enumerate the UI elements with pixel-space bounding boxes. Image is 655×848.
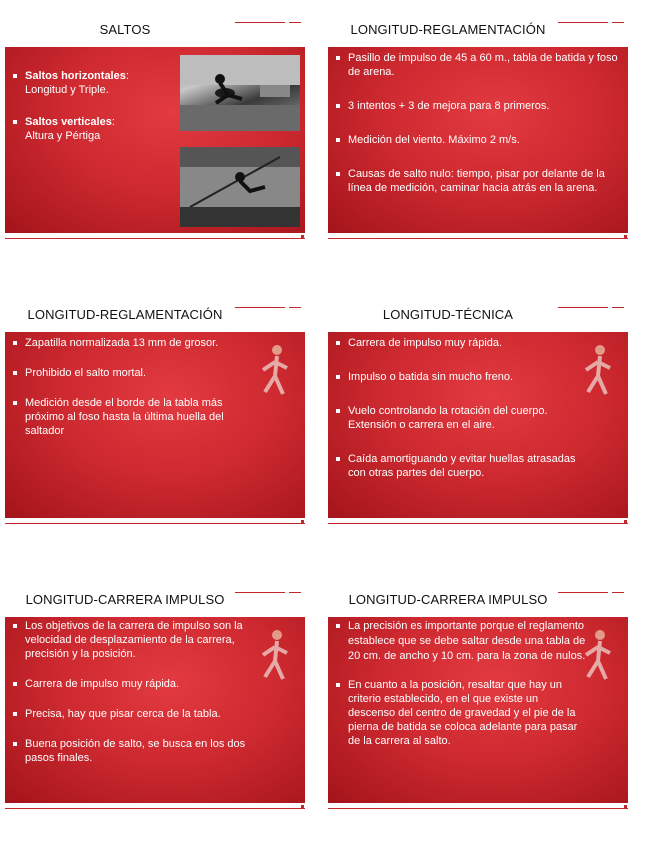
title-decoration	[235, 307, 305, 309]
bullet-item: Los objetivos de la carrera de impulso son la velocidad de desplazamiento de la carrera, precisión y la posición.	[13, 619, 265, 661]
slide-3	[5, 285, 305, 535]
slide-2	[328, 0, 628, 250]
bullet-bold: Saltos horizontales	[25, 70, 126, 82]
bottom-rule	[5, 808, 305, 809]
title-decoration	[235, 22, 305, 24]
slide-4	[328, 285, 628, 535]
bullet-item	[13, 69, 185, 97]
slide-title: LONGITUD-CARRERA IMPULSO	[25, 592, 225, 607]
slide-title: LONGITUD-TÉCNICA	[382, 307, 514, 322]
slide-5	[5, 570, 305, 820]
bullet-item: Vuelo controlando la rotación del cuerpo. Extensión o carrera en el aire.	[336, 404, 588, 432]
bottom-rule	[328, 523, 628, 524]
bullet-item: Causas de salto nulo: tiempo, pisar por delante de la línea de medición, caminar hacia atrás en la arena.	[336, 167, 620, 195]
bullet-bold: Saltos verticales	[25, 116, 112, 128]
bullet-line: Altura y Pértiga	[25, 130, 101, 142]
bullet-item: Medición del viento. Máximo 2 m/s.	[336, 133, 620, 147]
title-decoration	[235, 592, 305, 594]
slide-content	[5, 617, 305, 803]
bottom-marker	[624, 235, 627, 238]
bullet-item: 3 intentos + 3 de mejora para 8 primeros.	[336, 99, 620, 113]
title-decoration	[558, 307, 628, 309]
bullet-item: Carrera de impulso muy rápida.	[336, 336, 588, 350]
bullet-item: En cuanto a la posición, resaltar que hay un criterio establecido, en el que existe un descenso del centro de gravedad y el pie de la pierna de batida se coloca adelante para pasar de la carrera al salto.	[336, 678, 588, 748]
bottom-rule	[5, 523, 305, 524]
slide-content	[5, 47, 305, 233]
bottom-marker	[624, 520, 627, 523]
bullet-item: Buena posición de salto, se busca en los dos pasos finales.	[13, 737, 265, 765]
slide-content	[328, 47, 628, 233]
bullet-item: Prohibido el salto mortal.	[13, 366, 255, 380]
bottom-rule	[328, 238, 628, 239]
slide-title: LONGITUD-CARRERA IMPULSO	[348, 592, 548, 607]
slide-content	[328, 332, 628, 518]
bullet-item: Zapatilla normalizada 13 mm de grosor.	[13, 336, 255, 350]
bullet-item: Pasillo de impulso de 45 a 60 m., tabla de batida y foso de arena.	[336, 51, 620, 79]
slide-content	[328, 617, 628, 803]
bottom-marker	[301, 805, 304, 808]
slide-title: SALTOS	[99, 22, 151, 37]
bottom-marker	[301, 520, 304, 523]
bullet-item: Carrera de impulso muy rápida.	[13, 677, 265, 691]
long-jump-photo	[180, 55, 300, 131]
bullet-item: Precisa, hay que pisar cerca de la tabla.	[13, 707, 265, 721]
pole-vault-photo	[180, 147, 300, 227]
bottom-marker	[301, 235, 304, 238]
slide-1	[5, 0, 305, 250]
slide-content	[5, 332, 305, 518]
title-decoration	[558, 22, 628, 24]
athlete-figure	[255, 342, 295, 412]
bottom-rule	[328, 808, 628, 809]
bullet-item: La precisión es importante porque el reglamento establece que se debe saltar desde una tabla de 20 cm. de ancho y 10 cm. para la zona de nulos.	[336, 619, 588, 664]
title-decoration	[558, 592, 628, 594]
bottom-rule	[5, 238, 305, 239]
bottom-marker	[624, 805, 627, 808]
bullet-rest: :	[111, 116, 115, 128]
bullet-item: Medición desde el borde de la tabla más próximo al foso hasta la última huella del saltador	[13, 396, 255, 438]
slide-title: LONGITUD-REGLAMENTACIÓN	[350, 22, 546, 37]
bullet-item: Caída amortiguando y evitar huellas atrasadas con otras partes del cuerpo.	[336, 452, 588, 480]
bullet-line: Longitud y Triple.	[25, 84, 109, 96]
bullet-item	[13, 115, 185, 143]
slide-6	[328, 570, 628, 820]
bullet-item: Impulso o batida sin mucho freno.	[336, 370, 588, 384]
bullet-rest: :	[125, 70, 129, 82]
slide-title: LONGITUD-REGLAMENTACIÓN	[27, 307, 223, 322]
